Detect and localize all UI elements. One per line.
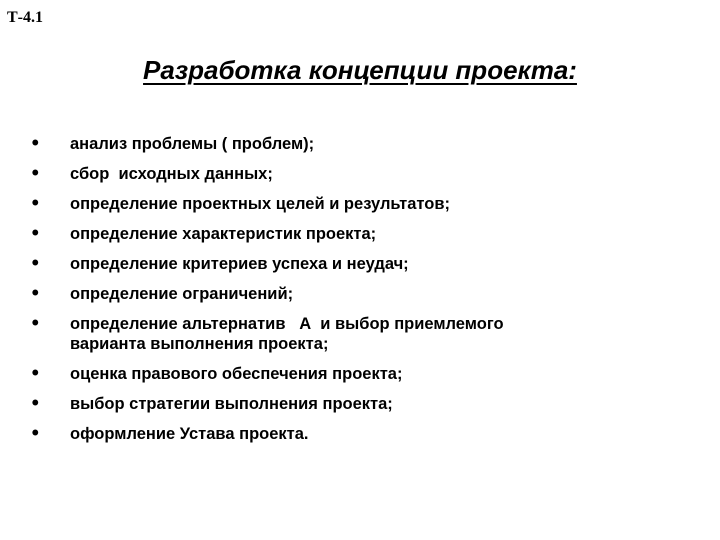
list-item	[30, 364, 690, 384]
bullet-marker: •	[30, 254, 41, 273]
bullet-marker: •	[30, 194, 41, 213]
slide-title	[0, 54, 720, 86]
bullet-marker: •	[30, 224, 41, 243]
bullet-marker: •	[30, 364, 41, 383]
list-item-text: определение ограничений;	[70, 285, 294, 303]
list-item-text: определение проектных целей и результатов;	[70, 195, 450, 213]
list-item-text: определение альтернатив А и выбор приемлемого варианта выполнения проекта;	[70, 315, 504, 353]
list-item	[30, 224, 690, 244]
list-item	[30, 254, 690, 274]
list-item	[30, 314, 690, 354]
list-item-text: определение критериев успеха и неудач;	[70, 255, 409, 273]
slide-code: Т-4.1	[7, 9, 43, 26]
list-item-text: оценка правового обеспечения проекта;	[70, 365, 403, 383]
bullet-marker: •	[30, 284, 41, 303]
slide-title-text: Разработка концепции проекта:	[143, 55, 577, 85]
list-item	[30, 394, 690, 414]
list-item	[30, 134, 690, 154]
bullet-marker: •	[30, 394, 41, 413]
list-item-text: анализ проблемы ( проблем);	[70, 135, 315, 153]
list-item	[30, 164, 690, 184]
list-item-text: сбор исходных данных;	[70, 165, 273, 183]
bullet-marker: •	[30, 164, 41, 183]
list-item-text: оформление Устава проекта.	[70, 425, 309, 443]
list-item	[30, 284, 690, 304]
list-item-text: определение характеристик проекта;	[70, 225, 377, 243]
bullet-marker: •	[30, 134, 41, 153]
list-item-text: выбор стратегии выполнения проекта;	[70, 395, 393, 413]
bullet-list	[30, 134, 690, 454]
bullet-marker: •	[30, 314, 41, 333]
list-item	[30, 194, 690, 214]
list-item	[30, 424, 690, 444]
bullet-marker: •	[30, 424, 41, 443]
